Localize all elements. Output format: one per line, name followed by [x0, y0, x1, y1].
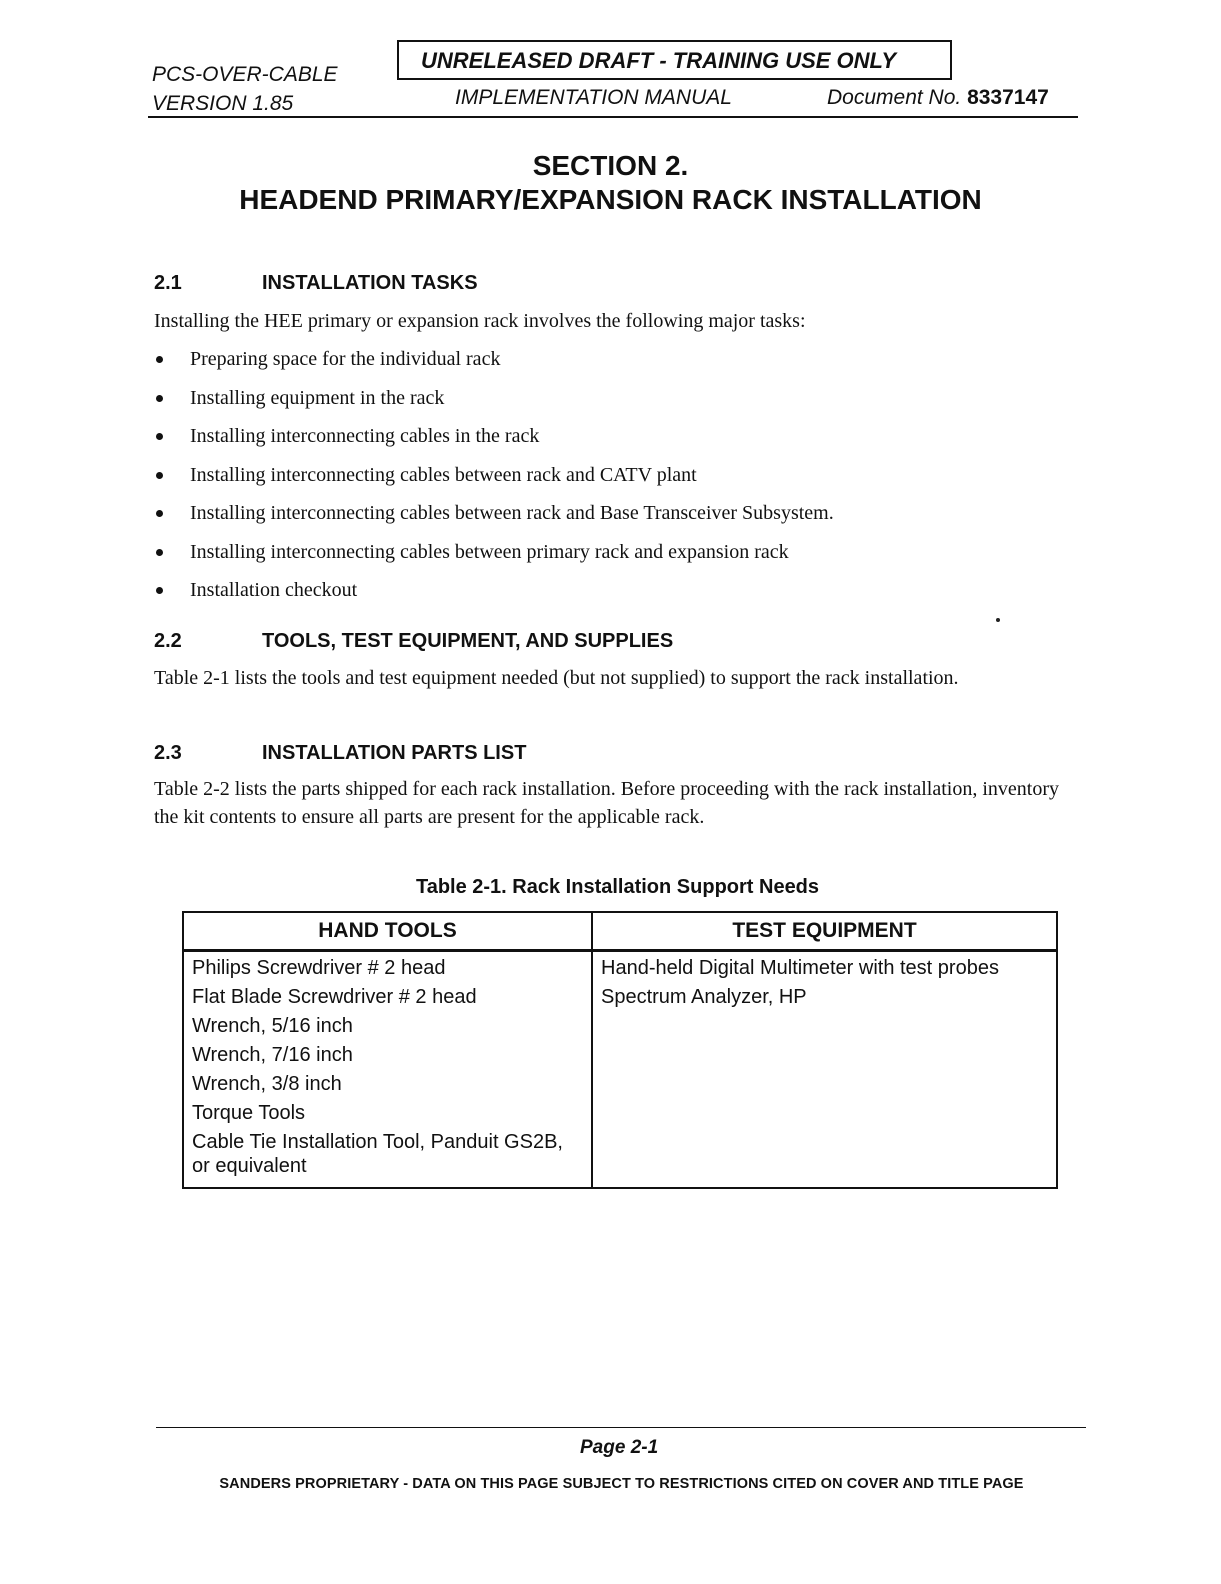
manual-title: IMPLEMENTATION MANUAL — [455, 86, 732, 109]
task-item: Installing interconnecting cables in the rack — [154, 422, 834, 461]
hand-tool-item: Cable Tie Installation Tool, Panduit GS2B, or equivalent — [192, 1131, 563, 1177]
task-item: Installation checkout — [154, 576, 834, 615]
task-item: Installing interconnecting cables between rack and Base Transceiver Subsystem. — [154, 499, 834, 538]
subsection-2-3-text: Table 2-2 lists the parts shipped for each rack installation. Before proceeding with the rack installation, inventory the kit contents to ensure all parts are present for the applicable rack. — [154, 778, 1059, 828]
support-needs-table — [182, 911, 1058, 1189]
hand-tools-header: HAND TOOLS — [183, 912, 592, 951]
task-list — [154, 345, 834, 615]
table-caption: Table 2-1. Rack Installation Support Needs — [415, 876, 820, 898]
hand-tools-cell — [183, 951, 592, 1189]
document-number-value: 8337147 — [967, 86, 1049, 109]
header-divider — [148, 116, 1078, 118]
test-equipment-header: TEST EQUIPMENT — [592, 912, 1057, 951]
hand-tool-item: Philips Screwdriver # 2 head — [192, 957, 446, 979]
test-equipment-item: Spectrum Analyzer, HP — [601, 986, 807, 1008]
subsection-2-1-title: INSTALLATION TASKS — [262, 272, 478, 294]
subsection-2-2-text: Table 2-1 lists the tools and test equipment needed (but not supplied) to support the rack installation. — [154, 667, 959, 689]
footer-divider — [156, 1427, 1086, 1428]
section-title: HEADEND PRIMARY/EXPANSION RACK INSTALLATION — [239, 184, 982, 215]
subsection-2-1-intro: Installing the HEE primary or expansion rack involves the following major tasks: — [154, 310, 806, 332]
hand-tool-item: Flat Blade Screwdriver # 2 head — [192, 986, 477, 1008]
section-number: SECTION 2. — [532, 150, 689, 181]
version-label: VERSION 1.85 — [152, 92, 294, 115]
hand-tool-item: Wrench, 5/16 inch — [192, 1015, 353, 1037]
proprietary-notice: SANDERS PROPRIETARY - DATA ON THIS PAGE SUBJECT TO RESTRICTIONS CITED ON COVER AND TITLE PAGE — [219, 1476, 1024, 1492]
subsection-2-1-number: 2.1 — [154, 272, 182, 294]
table-header-row — [183, 912, 1057, 951]
task-item: Preparing space for the individual rack — [154, 345, 834, 384]
subsection-2-2-title: TOOLS, TEST EQUIPMENT, AND SUPPLIES — [262, 630, 674, 652]
document-number-label: Document No. — [827, 86, 962, 109]
document-header-left — [152, 60, 338, 118]
table-row — [183, 951, 1057, 1189]
hand-tool-item: Wrench, 3/8 inch — [192, 1073, 342, 1095]
document-number — [827, 86, 1049, 110]
scan-speck — [996, 618, 1000, 622]
test-equipment-item: Hand-held Digital Multimeter with test probes — [601, 957, 999, 979]
subsection-2-3-number: 2.3 — [154, 742, 182, 764]
task-item: Installing interconnecting cables between primary rack and expansion rack — [154, 538, 834, 577]
task-item: Installing equipment in the rack — [154, 384, 834, 423]
hand-tool-item: Torque Tools — [192, 1102, 306, 1124]
test-equipment-cell — [592, 951, 1057, 1189]
subsection-2-3-title: INSTALLATION PARTS LIST — [262, 742, 527, 764]
subsection-2-2-number: 2.2 — [154, 630, 182, 652]
hand-tool-item: Wrench, 7/16 inch — [192, 1044, 353, 1066]
task-item: Installing interconnecting cables between rack and CATV plant — [154, 461, 834, 500]
product-name: PCS-OVER-CABLE — [152, 63, 338, 86]
draft-banner: UNRELEASED DRAFT - TRAINING USE ONLY — [421, 48, 897, 73]
page-number: Page 2-1 — [580, 1437, 659, 1458]
